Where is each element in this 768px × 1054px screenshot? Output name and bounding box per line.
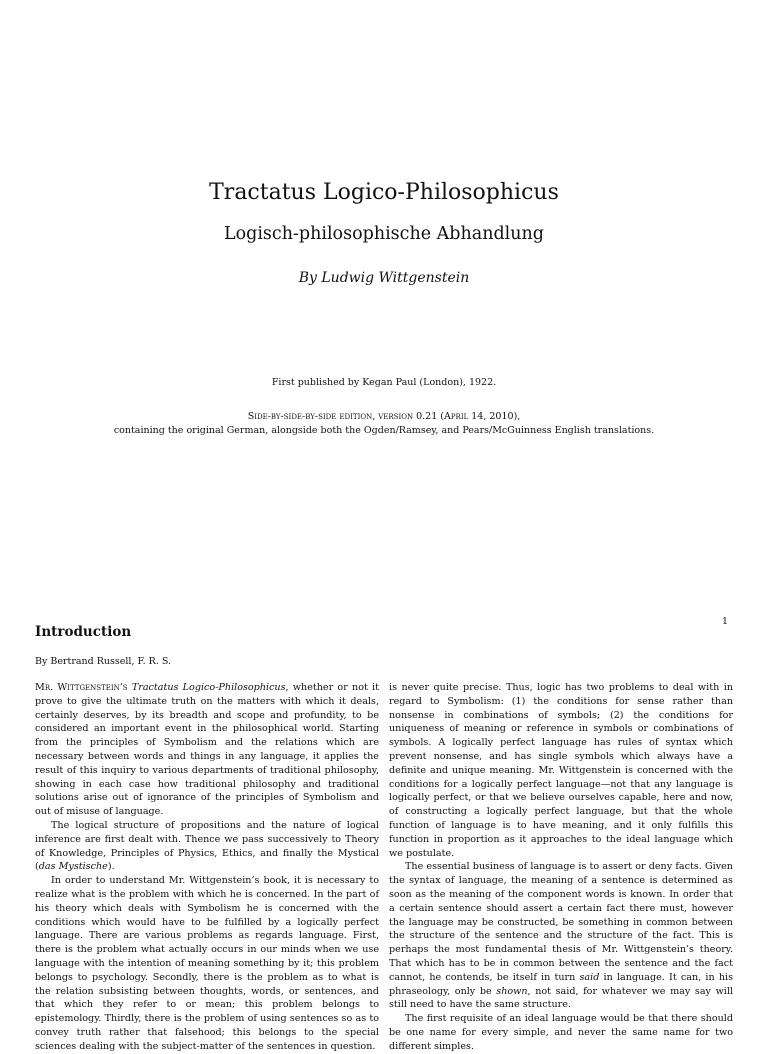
paragraph-text: in language. It can, in his phraseology, only be (389, 971, 733, 997)
book-subtitle: Logisch-philosophische Abhandlung (223, 224, 545, 244)
introduction-body (35, 681, 734, 1052)
paragraph: In order to understand Mr. Wittgenstein’s book, it is necessary to realize what is the problem with which he is concerned. In the part of his theory which deals with Symbolism he is concerned with the conditions which would have to be fulfilled by a logically perfect language. There are various problems as regards language. First, there is the problem what actually occurs in our minds when we use language with the intention of meaning something by it; this problem belongs to psychology. Secondly, there is the problem as to what is the relation subsisting between thoughts, words, or sentences, and that which they refer to or mean; this problem belongs to epistemology. Thirdly, there is the problem of using sentences so as to convey truth rather that falsehood; this belongs to the special sciences dealing with the subject-matter of the sentences in question. (35, 875, 379, 1052)
work-title: Tractatus Logico-Philosophicus (131, 682, 286, 693)
paragraph: is never quite precise. Thus, logic has two problems to deal with in regard to Symbolism: (1) the conditions for sense rather than nonsense in combinations of symbols; (2) the conditions for uniqueness of meaning or reference in symbols or combinations of symbols. A logically perfect language has rules of syntax which prevent nonsense, and has single symbols which always have a definite and unique meaning. Mr. Wittgenstein is concerned with the conditions for a logically perfect language—not that any language is logically perfect, or that we believe ourselves capable, here and now, of constructing a logically perfect language, but that the whole function of language is to have meaning, and it only fulfills this function in proportion as it approaches to the ideal language which we postulate. (389, 682, 733, 859)
book-title: Tractatus Logico-Philosophicus (209, 180, 559, 205)
emphasis: shown (496, 985, 528, 997)
paragraph-text: , whether or not it prove to give the ultimate truth on the matters with which it deals, certainly deserves, by its breadth and scope and profundity, to be considered an important event in the philosophical world. Starting from the principles of Symbolism and the relations which are necessary between words and things in any language, it applies the result of this inquiry to various departments of traditional philosophy, showing in each case how traditional philosophy and traditional solutions arise out of ignorance of the principles of Symbolism and out of misuse of language. (35, 682, 379, 818)
paragraph: The first requisite of an ideal language would be that there should be one name for every simple, and never the same name for two different simples. (389, 1013, 733, 1052)
book-author: By Ludwig Wittgenstein (298, 270, 470, 286)
publication-info: First published by Kegan Paul (London), 1922. (271, 377, 497, 388)
paragraph-text: The essential business of language is to assert or deny facts. Given the syntax of language, the meaning of a sentence is determined as soon as the meaning of the component words is known. In order that a certain sentence should assert a certain fact there must, however the language may be constructed, be something in common between the structure of the sentence and the structure of the fact. This is perhaps the most fundamental thesis of Mr. Wittgenstein’s theory. That which has to be in common between the sentence and the fact cannot, he contends, be itself in turn (389, 861, 733, 983)
left-column (35, 681, 379, 1054)
edition-info (0, 410, 768, 438)
paragraph (389, 860, 733, 1012)
page-number: 1 (722, 616, 729, 627)
section-heading: Introduction (35, 624, 132, 640)
paragraph-lead: Mr. Wittgenstein’s (35, 682, 128, 693)
right-column (389, 681, 733, 1054)
paragraph-text: The logical structure of propositions and the nature of logical inference are first dealt with. Thence we pass successively to Theory of Knowledge, Principles of Physics, Ethics, and finally the Mystical ( (35, 819, 379, 873)
paragraph-text: , not said, for whatever we may say will still need to have the same structure. (389, 985, 733, 1011)
paragraph (35, 681, 379, 819)
paragraph-text: ). (107, 861, 115, 873)
german-term: das Mystische (38, 861, 108, 873)
emphasis: said (579, 971, 600, 983)
paragraph (35, 819, 379, 874)
edition-note: containing the original German, alongside both the Ogden/Ramsey, and Pears/McGuinness English translations. (113, 424, 655, 436)
introduction-byline: By Bertrand Russell, F. R. S. (35, 656, 172, 667)
edition-line: Side-by-side-by-side edition, version 0.21 (April 14, 2010), (247, 411, 521, 422)
